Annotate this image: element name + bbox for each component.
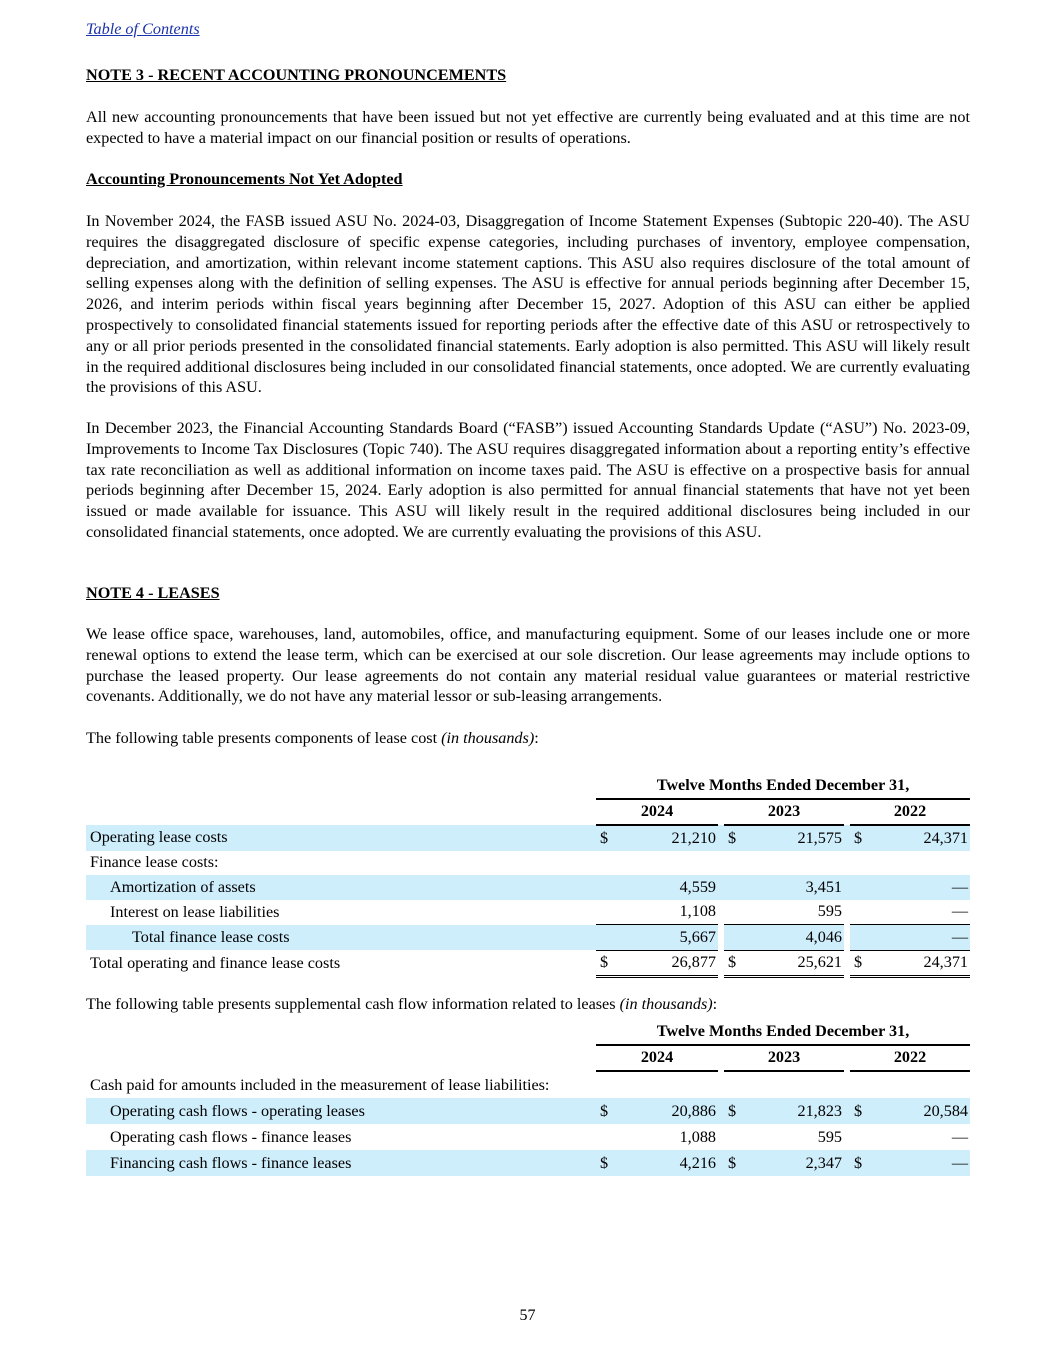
lease-cost-table (86, 773, 970, 978)
note4-heading: NOTE 4 - LEASES (86, 584, 220, 602)
period-header: Twelve Months Ended December 31, (596, 773, 970, 799)
table-row: Interest on lease liabilities 1,108 595 — (110, 902, 968, 921)
table-year-row (86, 799, 970, 826)
note3-intro: All new accounting pronouncements that have been issued but not yet effective are currently being evaluated and at this time are not expected to have a material impact on our financial position or results of operations. (86, 108, 970, 147)
year-header: 2024 (596, 799, 718, 826)
page-number: 57 (519, 1307, 536, 1324)
asu-2024-03-paragraph: In November 2024, the FASB issued ASU No. 2024-03, Disaggregation of Income Statement Expenses (Subtopic 220-40). The ASU requires the disaggregated disclosure of specific expense categories, including purchases of inventory, employee compensation, depreciation, and amortization, within relevant income statement captions. This ASU also requires disclosure of the total amount of selling expenses along with the definition of selling expenses. The ASU is effective for annual periods beginning after December 15, 2026, and interim periods within fiscal years beginning after December 15, 2027. Adoption of this ASU can either be applied prospectively to consolidated financial statements issued for reporting periods after the effective date of this ASU or retrospectively to any or all prior periods presented in the consolidated financial statements. Early adoption is also permitted. This ASU will likely result in the required additional disclosures being included in our consolidated financial statements, once adopted. We are currently evaluating the provisions of this ASU. (86, 212, 970, 397)
table-of-contents-link[interactable]: Table of Contents (86, 20, 200, 38)
table-row: Amortization of assets 4,559 3,451 — (86, 875, 970, 900)
table-row: Total finance lease costs 5,667 4,046 — (86, 925, 970, 951)
year-header: 2023 (724, 1045, 844, 1072)
not-yet-adopted-heading: Accounting Pronouncements Not Yet Adopted (86, 170, 403, 188)
table-row: Cash paid for amounts included in the measurement of lease liabilities: (90, 1075, 550, 1094)
table-year-row (86, 1045, 970, 1072)
table-row: Operating cash flows - finance leases 1,088 595 — (110, 1127, 968, 1146)
cash-flow-table-intro: The following table presents supplemental cash flow information related to leases (in thousands): (86, 995, 718, 1013)
table-row: Financing cash flows - finance leases $ 4,216 $ 2,347 $ — (86, 1150, 970, 1176)
table-row: Finance lease costs: (90, 853, 219, 872)
year-header: 2024 (596, 1045, 718, 1072)
lease-cost-table-intro: The following table presents components of lease cost (in thousands): (86, 729, 539, 747)
table-header-row (86, 1019, 970, 1045)
table-row: Operating cash flows - operating leases $ 20,886 $ 21,823 $ 20,584 (86, 1098, 970, 1124)
year-header: 2023 (724, 799, 844, 826)
asu-2023-09-paragraph: In December 2023, the Financial Accounting Standards Board (“FASB”) issued Accounting Standards Update (“ASU”) No. 2023-09, Improvements to Income Tax Disclosures (Topic 740). The ASU requires disaggregated information about a reporting entity’s effective tax rate reconciliation as well as additional information on income taxes paid. The ASU is effective on a prospective basis for annual periods beginning after December 15, 2024. Early adoption is also permitted for annual financial statements that have not yet been issued or made available for issuance. This ASU will likely result in the required additional disclosures being included in our consolidated financial statements, once adopted. We are currently evaluating the provisions of this ASU. (86, 419, 970, 541)
note3-heading: NOTE 3 - RECENT ACCOUNTING PRONOUNCEMENTS (86, 66, 507, 84)
year-header: 2022 (850, 1045, 970, 1072)
table-row: Operating lease costs $ 21,210 $ 21,575 $ 24,371 (86, 825, 970, 851)
period-header: Twelve Months Ended December 31, (596, 1019, 970, 1045)
cash-flow-table (86, 1019, 970, 1176)
year-header: 2022 (850, 799, 970, 826)
table-row: Total operating and finance lease costs $ 26,877 $ 25,621 $ 24,371 (86, 950, 970, 977)
leases-paragraph: We lease office space, warehouses, land, automobiles, office, and manufacturing equipment. Some of our leases include one or more renewal options to extend the lease term, which can be exercised at our sole discretion. Our lease agreements may include options to purchase the leased property. Our lease agreements do not contain any material residual value guarantees or material restrictive covenants. Additionally, we do not have any material lessor or sub-leasing arrangements. (86, 625, 970, 706)
table-header-row (86, 773, 970, 799)
